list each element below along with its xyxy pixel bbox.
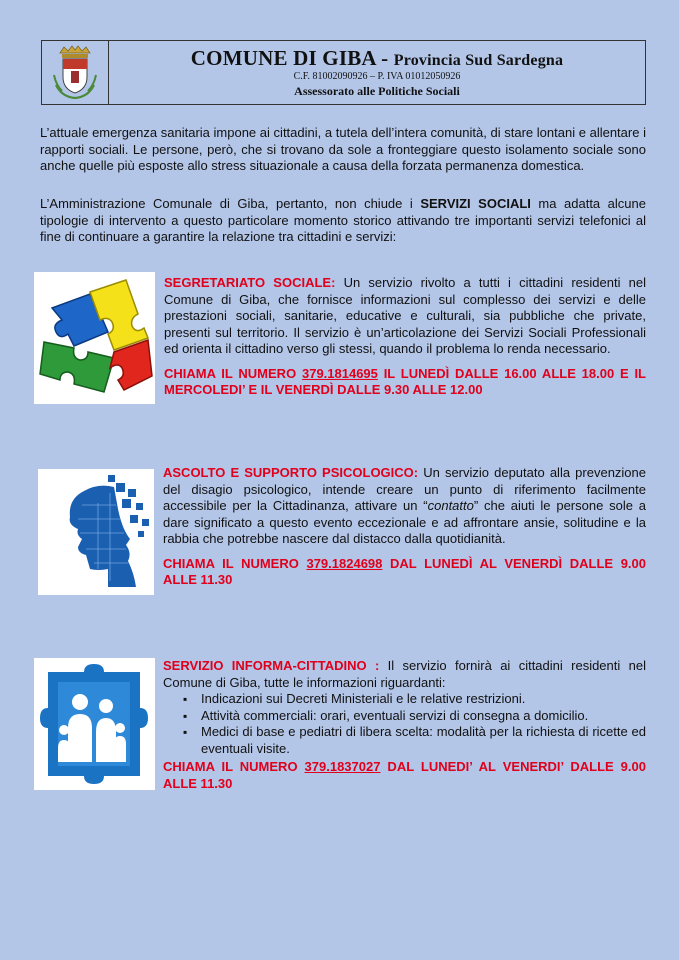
phone-number-2[interactable]: 379.1824698 (306, 555, 383, 571)
fiscal-code: C.F. 81002090926 – P. IVA 01012050926 (293, 71, 461, 82)
service-2-title: ASCOLTO E SUPPORTO PSICOLOGICO: (163, 465, 419, 480)
call-hours: DAL LUNEDÌ AL VENERDÌ DALLE 9.00 ALLE 11.30 (163, 555, 646, 587)
service-2-description (163, 465, 646, 548)
service-2-text-b: ” che aiuti le persone sole a dare significato a questo evento eccezionale e ad affrontare ansie, solitudine e la rabbia che potrebbe nascere dal distacco dalla quotidianità. (163, 498, 646, 546)
page-title (109, 46, 645, 71)
service-3-text: Il servizio fornirà ai cittadini residenti nel Comune di Giba, tutte le informazioni riguardanti: (163, 658, 646, 690)
family-image (34, 658, 155, 790)
service-3-call (163, 759, 646, 792)
service-2-text-a: Un servizio deputato alla prevenzione del disagio psicologico, intende creare un punto di riferimento facilmente accessibile per la Cittadinanza, attivare un “ (163, 465, 646, 513)
service-ascolto (163, 465, 646, 589)
intro-p2-start: L’Amministrazione Comunale di Giba, pertanto, non chiude i (40, 196, 421, 211)
service-1-description (164, 275, 646, 358)
service-2-call (163, 556, 646, 589)
service-segretariato (164, 275, 646, 399)
phone-number-3[interactable]: 379.1837027 (304, 759, 381, 774)
intro-paragraph-1: L’attuale emergenza sanitaria impone ai cittadini, a tutela dell’intera comunità, di stare lontani e allentare i rapporti sociali. Le persone, però, che si trovano da sole a fronteggiare questo isolamento sociale sono anche quelle più esposte allo stress situazionale a causa della forzata permanenza domestica. (40, 125, 646, 173)
service-3-bullets (163, 691, 646, 757)
letterhead (41, 40, 646, 105)
service-1-text: Un servizio rivolto a tutti i cittadini residenti nel Comune di Giba, che fornisce informazioni sul complesso dei servizi e delle prestazioni sociali, sanitarie, educative e culturali, sia pubbliche che private, presenti sul territorio. Il servizio è un’articolazione dei Servizi Sociali Professionali ed orienta il cittadino verso gli stessi, quando il problema lo renda necessario. (164, 275, 646, 356)
service-1-call (164, 366, 646, 399)
municipal-crest-icon (50, 45, 100, 101)
puzzle-pieces-icon (34, 272, 155, 404)
list-item: ▪ Medici di base e pediatri di libera scelta: modalità per la richiesta di ricette ed eventuali visite. (201, 724, 646, 757)
title-province: Provincia Sud Sardegna (393, 52, 564, 69)
intro-p2-end: ma adatta alcune tipologie di intervento a questo particolare momento storico attivando tre importanti servizi telefonici al fine di continuare a garantire la relazione tra cittadini e servizi: (40, 196, 646, 244)
intro-paragraph-2 (40, 196, 646, 246)
intro-p2-bold: SERVIZI SOCIALI (420, 196, 531, 211)
office-name: Assessorato alle Politiche Sociali (294, 84, 460, 98)
service-3-description (163, 658, 646, 691)
list-item: ▪ Indicazioni sui Decreti Ministeriali e le relative restrizioni. (201, 691, 646, 708)
call-hours: DAL LUNEDI’ AL VENERDI’ DALLE 9.00 ALLE 11.30 (163, 759, 646, 791)
head-image (38, 469, 154, 595)
letterhead-text (109, 41, 645, 104)
list-item: ▪ Attività commerciali: orari, eventuali servizi di consegna a domicilio. (201, 708, 646, 725)
call-prefix: CHIAMA IL NUMERO (164, 365, 302, 381)
family-puzzle-icon (34, 658, 155, 790)
service-2-text-italic: contatto (427, 498, 474, 513)
call-hours: IL LUNEDÌ DALLE 16.00 ALLE 18.00 E IL MERCOLEDI’ E IL VENERDÌ DALLE 9.30 ALLE 12.00 (164, 365, 646, 397)
service-1-title: SEGRETARIATO SOCIALE: (164, 275, 336, 290)
call-prefix: CHIAMA IL NUMERO (163, 555, 307, 571)
crest-box (42, 41, 109, 104)
phone-number-1[interactable]: 379.1814695 (301, 365, 378, 381)
call-prefix: CHIAMA IL NUMERO (163, 759, 305, 774)
title-comune: COMUNE DI GIBA - (190, 46, 394, 70)
service-informa-cittadino (163, 658, 646, 792)
puzzle-head-icon (38, 469, 154, 595)
puzzle-image (34, 272, 155, 404)
service-3-title: SERVIZIO INFORMA-CITTADINO : (163, 658, 380, 673)
